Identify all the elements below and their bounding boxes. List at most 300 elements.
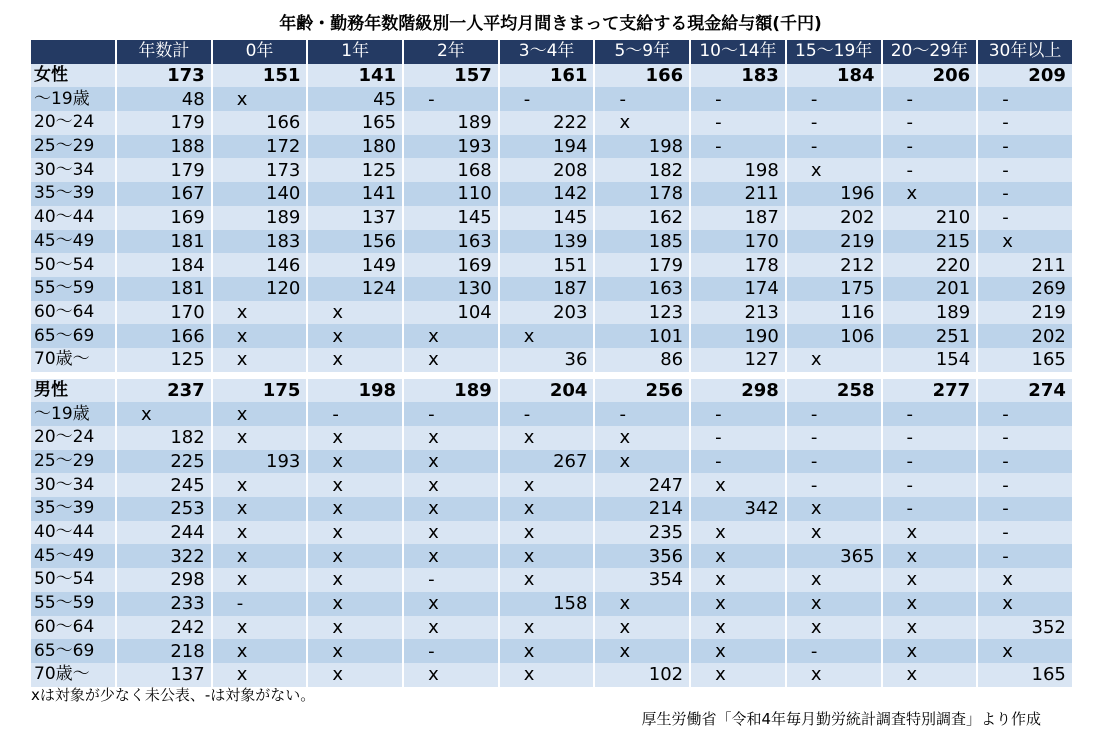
table-cell: x xyxy=(690,544,786,568)
table-cell: 149 xyxy=(307,253,403,277)
table-row xyxy=(31,277,1073,301)
table-cell: 184 xyxy=(786,64,882,88)
table-row xyxy=(31,87,1073,111)
table-cell: 157 xyxy=(403,64,499,88)
table-row xyxy=(31,182,1073,206)
table-cell: x xyxy=(403,348,499,372)
row-label: 55～59 xyxy=(31,277,116,301)
table-cell: x xyxy=(307,324,403,348)
table-cell: - xyxy=(786,639,882,663)
table-cell: 196 xyxy=(786,182,882,206)
table-cell: - xyxy=(690,111,786,135)
table-cell: 274 xyxy=(977,379,1073,403)
salary-table xyxy=(31,40,1074,687)
table-cell: x xyxy=(499,497,595,521)
table-cell: - xyxy=(882,473,978,497)
table-cell: 170 xyxy=(116,301,212,325)
row-label: 20～24 xyxy=(31,426,116,450)
table-row xyxy=(31,324,1073,348)
row-label: 女性 xyxy=(31,64,116,88)
table-cell: 189 xyxy=(403,379,499,403)
table-cell: x xyxy=(882,568,978,592)
table-cell: x xyxy=(307,473,403,497)
table-cell: - xyxy=(977,206,1073,230)
table-cell: 166 xyxy=(116,324,212,348)
table-cell: - xyxy=(977,450,1073,474)
row-label: 65～69 xyxy=(31,639,116,663)
table-cell: 145 xyxy=(499,206,595,230)
table-cell: - xyxy=(977,111,1073,135)
table-cell: 165 xyxy=(977,348,1073,372)
table-cell: - xyxy=(786,402,882,426)
table-cell: 210 xyxy=(882,206,978,230)
table-cell: 166 xyxy=(212,111,308,135)
table-cell: x xyxy=(403,592,499,616)
row-label: 30～34 xyxy=(31,473,116,497)
table-cell: x xyxy=(977,639,1073,663)
table-row xyxy=(31,158,1073,182)
column-header: 5～9年 xyxy=(594,40,690,64)
row-label: 30～34 xyxy=(31,158,116,182)
table-cell: - xyxy=(690,450,786,474)
table-cell: x xyxy=(212,639,308,663)
table-cell: x xyxy=(786,348,882,372)
table-cell: 184 xyxy=(116,253,212,277)
row-label: 25～29 xyxy=(31,135,116,159)
table-cell: - xyxy=(977,544,1073,568)
table-cell: 120 xyxy=(212,277,308,301)
table-cell: - xyxy=(786,135,882,159)
table-cell: 193 xyxy=(212,450,308,474)
table-cell: x xyxy=(499,544,595,568)
table-cell: x xyxy=(786,592,882,616)
table-cell: 180 xyxy=(307,135,403,159)
table-cell: - xyxy=(882,426,978,450)
table-cell: - xyxy=(403,568,499,592)
table-cell: 183 xyxy=(212,230,308,254)
table-cell: 173 xyxy=(212,158,308,182)
column-header: 30年以上 xyxy=(977,40,1073,64)
table-cell: 102 xyxy=(594,663,690,687)
row-label: 45～49 xyxy=(31,230,116,254)
table-cell: 110 xyxy=(403,182,499,206)
table-cell: 167 xyxy=(116,182,212,206)
row-label: 70歳～ xyxy=(31,348,116,372)
table-cell: x xyxy=(212,348,308,372)
table-cell: 203 xyxy=(499,301,595,325)
table-row xyxy=(31,426,1073,450)
table-cell: x xyxy=(499,473,595,497)
row-label: 60～64 xyxy=(31,616,116,640)
table-cell: 151 xyxy=(499,253,595,277)
table-cell: x xyxy=(212,301,308,325)
table-cell: x xyxy=(786,616,882,640)
table-cell: - xyxy=(882,158,978,182)
table-cell: 178 xyxy=(594,182,690,206)
row-label: 70歳～ xyxy=(31,663,116,687)
table-row xyxy=(31,230,1073,254)
table-row xyxy=(31,301,1073,325)
table-cell: x xyxy=(212,497,308,521)
table-row xyxy=(31,544,1073,568)
table-cell: x xyxy=(307,639,403,663)
table-cell: - xyxy=(499,87,595,111)
table-cell: 130 xyxy=(403,277,499,301)
table-cell: x xyxy=(594,111,690,135)
table-cell: x xyxy=(403,616,499,640)
row-label: 男性 xyxy=(31,379,116,403)
table-cell: 193 xyxy=(403,135,499,159)
row-label: 65～69 xyxy=(31,324,116,348)
table-cell: - xyxy=(977,497,1073,521)
table-cell: 211 xyxy=(690,182,786,206)
table-cell: x xyxy=(307,544,403,568)
table-cell: 189 xyxy=(403,111,499,135)
table-cell: 342 xyxy=(690,497,786,521)
table-cell: 178 xyxy=(690,253,786,277)
row-label: 55～59 xyxy=(31,592,116,616)
table-cell: - xyxy=(882,450,978,474)
table-row xyxy=(31,639,1073,663)
table-row xyxy=(31,348,1073,372)
table-cell: - xyxy=(977,473,1073,497)
table-cell: 163 xyxy=(594,277,690,301)
table-cell: x xyxy=(403,497,499,521)
table-cell: - xyxy=(882,497,978,521)
table-cell: x xyxy=(212,473,308,497)
table-cell: 187 xyxy=(499,277,595,301)
table-cell: 235 xyxy=(594,521,690,545)
table-cell: x xyxy=(499,521,595,545)
table-cell: - xyxy=(690,87,786,111)
table-cell: 267 xyxy=(499,450,595,474)
table-cell: - xyxy=(977,402,1073,426)
table-cell: 209 xyxy=(977,64,1073,88)
table-cell: 165 xyxy=(307,111,403,135)
table-cell: 165 xyxy=(977,663,1073,687)
table-cell: 161 xyxy=(499,64,595,88)
table-cell: x xyxy=(786,521,882,545)
table-row xyxy=(31,521,1073,545)
table-cell: - xyxy=(403,402,499,426)
table-cell: 104 xyxy=(403,301,499,325)
table-cell: 220 xyxy=(882,253,978,277)
table-cell: 151 xyxy=(212,64,308,88)
row-label: 25～29 xyxy=(31,450,116,474)
table-cell: x xyxy=(882,616,978,640)
table-cell: x xyxy=(307,568,403,592)
table-cell: 198 xyxy=(594,135,690,159)
column-header: 1年 xyxy=(307,40,403,64)
table-cell: x xyxy=(212,426,308,450)
table-cell: - xyxy=(882,135,978,159)
table-cell: x xyxy=(977,592,1073,616)
table-cell: 269 xyxy=(977,277,1073,301)
table-cell: 187 xyxy=(690,206,786,230)
table-cell: - xyxy=(403,87,499,111)
table-cell: - xyxy=(786,450,882,474)
table-cell: 185 xyxy=(594,230,690,254)
column-header: 2年 xyxy=(403,40,499,64)
table-cell: x xyxy=(882,544,978,568)
table-cell: 253 xyxy=(116,497,212,521)
table-row xyxy=(31,135,1073,159)
table-cell: x xyxy=(882,521,978,545)
table-cell: 145 xyxy=(403,206,499,230)
table-cell: - xyxy=(882,111,978,135)
table-cell: 258 xyxy=(786,379,882,403)
table-cell: x xyxy=(212,87,308,111)
table-cell: 156 xyxy=(307,230,403,254)
table-cell: x xyxy=(499,616,595,640)
row-label: 40～44 xyxy=(31,521,116,545)
table-cell: 141 xyxy=(307,182,403,206)
table-cell: 298 xyxy=(116,568,212,592)
table-cell: x xyxy=(594,426,690,450)
table-cell: 124 xyxy=(307,277,403,301)
table-cell: x xyxy=(690,663,786,687)
table-cell: x xyxy=(307,348,403,372)
table-cell: 219 xyxy=(786,230,882,254)
table-cell: - xyxy=(690,402,786,426)
table-cell: 163 xyxy=(403,230,499,254)
separator-cell xyxy=(31,372,1073,379)
female-total-row xyxy=(31,64,1073,88)
table-cell: 125 xyxy=(307,158,403,182)
table-cell: x xyxy=(882,182,978,206)
table-cell: - xyxy=(690,135,786,159)
table-cell: x xyxy=(403,324,499,348)
row-label: 40～44 xyxy=(31,206,116,230)
table-cell: 218 xyxy=(116,639,212,663)
table-cell: 179 xyxy=(116,158,212,182)
row-label: 35～39 xyxy=(31,497,116,521)
table-cell: 322 xyxy=(116,544,212,568)
table-cell: 36 xyxy=(499,348,595,372)
table-cell: 116 xyxy=(786,301,882,325)
table-cell: x xyxy=(786,158,882,182)
group-separator xyxy=(31,372,1073,379)
table-cell: 215 xyxy=(882,230,978,254)
table-cell: 189 xyxy=(882,301,978,325)
row-label: 20～24 xyxy=(31,111,116,135)
table-cell: 208 xyxy=(499,158,595,182)
table-cell: 137 xyxy=(307,206,403,230)
table-cell: 202 xyxy=(786,206,882,230)
table-cell: 244 xyxy=(116,521,212,545)
table-cell: x xyxy=(499,663,595,687)
table-cell: - xyxy=(977,521,1073,545)
table-cell: 137 xyxy=(116,663,212,687)
table-row xyxy=(31,568,1073,592)
table-cell: x xyxy=(594,639,690,663)
table-cell: x xyxy=(212,521,308,545)
table-cell: x xyxy=(594,616,690,640)
column-header: 3～4年 xyxy=(499,40,595,64)
table-cell: x xyxy=(116,402,212,426)
table-cell: - xyxy=(403,639,499,663)
table-cell: 101 xyxy=(594,324,690,348)
table-row xyxy=(31,473,1073,497)
table-cell: x xyxy=(212,663,308,687)
table-cell: x xyxy=(307,497,403,521)
table-cell: 154 xyxy=(882,348,978,372)
table-cell: x xyxy=(307,616,403,640)
table-cell: x xyxy=(786,663,882,687)
table-cell: x xyxy=(690,521,786,545)
table-cell: - xyxy=(786,426,882,450)
table-row xyxy=(31,253,1073,277)
column-header: 20～29年 xyxy=(882,40,978,64)
table-cell: 141 xyxy=(307,64,403,88)
table-cell: 125 xyxy=(116,348,212,372)
table-cell: - xyxy=(977,135,1073,159)
table-cell: 127 xyxy=(690,348,786,372)
table-cell: x xyxy=(403,450,499,474)
table-cell: 189 xyxy=(212,206,308,230)
table-cell: x xyxy=(212,616,308,640)
table-cell: x xyxy=(690,568,786,592)
table-cell: x xyxy=(403,663,499,687)
table-row xyxy=(31,592,1073,616)
table-cell: x xyxy=(307,521,403,545)
table-cell: 356 xyxy=(594,544,690,568)
table-cell: x xyxy=(403,544,499,568)
column-header: 15～19年 xyxy=(786,40,882,64)
table-cell: 168 xyxy=(403,158,499,182)
row-label: ～19歳 xyxy=(31,402,116,426)
table-cell: 181 xyxy=(116,230,212,254)
table-cell: 158 xyxy=(499,592,595,616)
table-row xyxy=(31,206,1073,230)
table-cell: 86 xyxy=(594,348,690,372)
table-cell: 206 xyxy=(882,64,978,88)
footnote: xは対象が少なく未公表、-は対象がない。 xyxy=(31,686,316,704)
table-cell: x xyxy=(977,568,1073,592)
table-cell: 183 xyxy=(690,64,786,88)
table-cell: 172 xyxy=(212,135,308,159)
table-cell: - xyxy=(212,592,308,616)
table-cell: x xyxy=(403,473,499,497)
table-cell: x xyxy=(690,473,786,497)
table-cell: - xyxy=(786,87,882,111)
table-cell: 166 xyxy=(594,64,690,88)
table-cell: 170 xyxy=(690,230,786,254)
table-cell: x xyxy=(212,544,308,568)
table-cell: 204 xyxy=(499,379,595,403)
table-cell: 365 xyxy=(786,544,882,568)
table-cell: x xyxy=(690,639,786,663)
table-cell: 194 xyxy=(499,135,595,159)
table-cell: 198 xyxy=(307,379,403,403)
table-cell: - xyxy=(307,402,403,426)
table-cell: 354 xyxy=(594,568,690,592)
table-cell: 123 xyxy=(594,301,690,325)
table-cell: 169 xyxy=(116,206,212,230)
table-cell: x xyxy=(594,592,690,616)
table-row xyxy=(31,111,1073,135)
table-cell: 174 xyxy=(690,277,786,301)
table-cell: 213 xyxy=(690,301,786,325)
table-cell: 169 xyxy=(403,253,499,277)
table-cell: - xyxy=(977,182,1073,206)
table-cell: - xyxy=(882,87,978,111)
table-cell: 222 xyxy=(499,111,595,135)
table-cell: 175 xyxy=(212,379,308,403)
table-cell: x xyxy=(786,497,882,521)
table-cell: - xyxy=(499,402,595,426)
table-cell: 190 xyxy=(690,324,786,348)
table-title: 年齢・勤務年数階級別一人平均月間きまって支給する現金給与額(千円) xyxy=(279,14,822,34)
source-credit: 厚生労働省「令和4年毎月勤労統計調査特別調査」より作成 xyxy=(641,710,1041,728)
table-cell: 106 xyxy=(786,324,882,348)
header-row xyxy=(31,40,1073,64)
row-label: 50～54 xyxy=(31,253,116,277)
row-label: ～19歳 xyxy=(31,87,116,111)
row-label: 60～64 xyxy=(31,301,116,325)
table-cell: x xyxy=(403,521,499,545)
table-cell: x xyxy=(212,568,308,592)
column-header: 年数計 xyxy=(116,40,212,64)
table-cell: x xyxy=(307,663,403,687)
table-cell: 182 xyxy=(594,158,690,182)
table-cell: - xyxy=(594,87,690,111)
table-body xyxy=(31,64,1073,687)
table-cell: x xyxy=(882,639,978,663)
table-cell: 242 xyxy=(116,616,212,640)
table-row xyxy=(31,616,1073,640)
table-cell: 237 xyxy=(116,379,212,403)
table-cell: x xyxy=(690,592,786,616)
table-cell: x xyxy=(594,450,690,474)
table-cell: - xyxy=(977,426,1073,450)
table-cell: x xyxy=(307,450,403,474)
table-row xyxy=(31,450,1073,474)
table-cell: - xyxy=(882,402,978,426)
table-cell: 173 xyxy=(116,64,212,88)
table-cell: x xyxy=(977,230,1073,254)
header-corner xyxy=(31,40,116,64)
table-cell: 188 xyxy=(116,135,212,159)
table-row xyxy=(31,663,1073,687)
table-cell: 233 xyxy=(116,592,212,616)
column-header: 0年 xyxy=(212,40,308,64)
table-cell: x xyxy=(499,426,595,450)
row-label: 50～54 xyxy=(31,568,116,592)
table-cell: - xyxy=(786,473,882,497)
table-cell: 214 xyxy=(594,497,690,521)
table-cell: 139 xyxy=(499,230,595,254)
table-cell: x xyxy=(882,663,978,687)
table-cell: - xyxy=(977,158,1073,182)
table-cell: x xyxy=(786,568,882,592)
table-cell: 211 xyxy=(977,253,1073,277)
table-cell: 179 xyxy=(594,253,690,277)
table-cell: 162 xyxy=(594,206,690,230)
table-cell: - xyxy=(786,111,882,135)
table-cell: x xyxy=(212,402,308,426)
table-cell: x xyxy=(882,592,978,616)
table-cell: 202 xyxy=(977,324,1073,348)
table-row xyxy=(31,497,1073,521)
table-cell: 48 xyxy=(116,87,212,111)
table-cell: - xyxy=(977,87,1073,111)
table-cell: - xyxy=(690,426,786,450)
table-cell: 198 xyxy=(690,158,786,182)
table-cell: x xyxy=(307,301,403,325)
table-cell: 140 xyxy=(212,182,308,206)
row-label: 45～49 xyxy=(31,544,116,568)
